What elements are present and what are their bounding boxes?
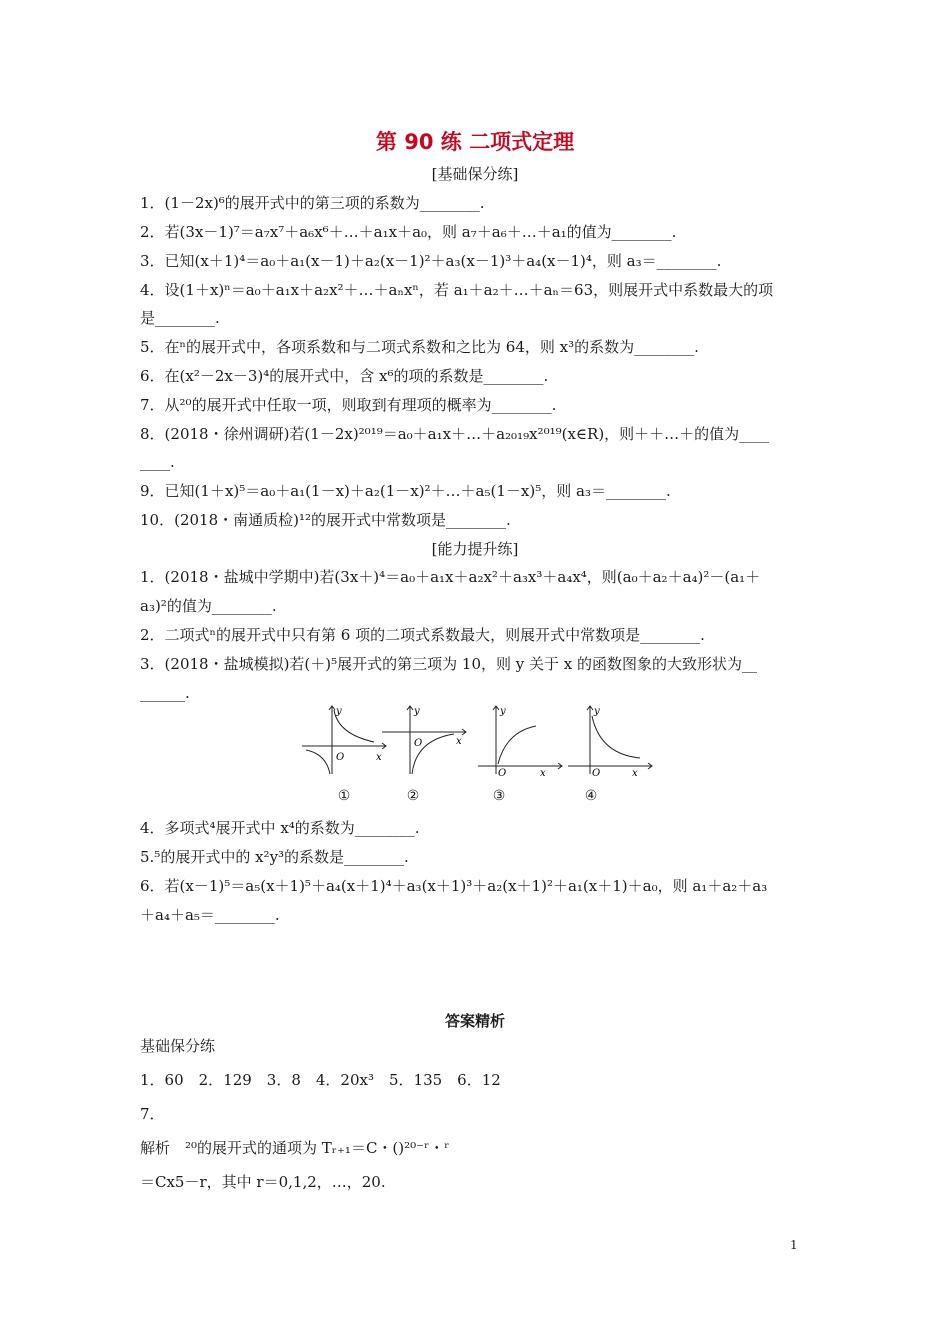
basic-line-8: 8．(2018・徐州调研)若(1－2x)²⁰¹⁹＝a₀＋a₁x＋…＋a₂₀₁₉x²⁰¹⁹(x∈R)，则＋＋…＋的值为____ — [140, 425, 770, 443]
page-title: 第 90 练 二项式定理 — [375, 130, 575, 154]
figure-label-3: ③ — [492, 788, 506, 804]
graph-figure-2 — [380, 704, 468, 776]
answer-line-3: 解析 ²⁰的展开式的通项为 Tᵣ₊₁＝C・()²⁰⁻ʳ・ʳ — [140, 1139, 450, 1157]
figure-label-2: ② — [406, 788, 420, 804]
basic-line-6: 6．在(x²－2x－3)⁴的展开式中，含 x⁶的项的系数是________. — [140, 367, 549, 385]
answer-section-label: 基础保分练 — [140, 1037, 216, 1055]
basic-line-5: 5．在ⁿ的展开式中，各项系数和与二项式系数和之比为 64，则 x³的系数为________. — [140, 338, 699, 356]
axis-x-label: x — [456, 736, 462, 747]
basic-line-2: 2．若(3x－1)⁷＝a₇x⁷＋a₆x⁶＋…＋a₁x＋a₀，则 a₇＋a₆＋…＋a₁的值为________. — [140, 223, 677, 241]
answer-line-1: 1．60 2．129 3．8 4．20x³ 5．135 6．12 — [140, 1071, 501, 1089]
axis-x-label: x — [540, 768, 546, 776]
axis-o-label: O — [498, 768, 507, 776]
section-advanced-header: [能力提升练] — [431, 540, 519, 558]
axis-o-label: O — [414, 738, 423, 749]
page-number: 1 — [790, 1238, 798, 1252]
basic-line-4: 4．设(1＋x)ⁿ＝a₀＋a₁x＋a₂x²＋…＋aₙxⁿ，若 a₁＋a₂＋…＋aₙ＝63，则展开式中系数最大的项 — [140, 281, 774, 299]
axis-x-label: x — [376, 752, 382, 763]
advanced-line-1: 1．(2018・盐城中学期中)若(3x＋)⁴＝a₀＋a₁x＋a₂x²＋a₃x³＋a₄x⁴，则(a₀＋a₂＋a₄)²－(a₁＋ — [140, 568, 761, 586]
axis-y-label: y — [336, 706, 342, 717]
advanced-line-3: 3．(2018・盐城模拟)若(＋)⁵展开式的第三项为 10，则 y 关于 x 的函数图象的大致形状为__ — [140, 655, 758, 673]
basic-line-1: 1．(1－2x)⁶的展开式中的第三项的系数为________. — [140, 194, 485, 212]
basic-line-3: 3．已知(x＋1)⁴＝a₀＋a₁(x－1)＋a₂(x－1)²＋a₃(x－1)³＋a₄(x－1)⁴，则 a₃＝________. — [140, 252, 722, 270]
graph-figure-4 — [566, 704, 654, 776]
advanced-line-6: 6．若(x－1)⁵＝a₅(x＋1)⁵＋a₄(x＋1)⁴＋a₃(x＋1)³＋a₂(x＋1)²＋a₁(x＋1)＋a₀，则 a₁＋a₂＋a₃ — [140, 877, 768, 895]
advanced-line-3b: ______. — [140, 684, 190, 702]
basic-line-10: 10．(2018・南通质检)¹²的展开式中常数项是________. — [140, 511, 511, 529]
graph-figure-3 — [476, 704, 564, 776]
answer-line-2: 7． — [140, 1105, 165, 1123]
advanced-line-4: 4．多项式⁴展开式中 x⁴的系数为________. — [140, 819, 420, 837]
advanced-line-5: 5.⁵的展开式中的 x²y³的系数是________. — [140, 848, 409, 866]
basic-line-7: 7．从²⁰的展开式中任取一项，则取到有理项的概率为________. — [140, 396, 557, 414]
axis-y-label: y — [414, 706, 420, 717]
axis-x-label: x — [632, 768, 638, 776]
section-basic-header: [基础保分练] — [431, 165, 519, 183]
graph-figure-1 — [300, 704, 388, 776]
advanced-line-2: 2．二项式ⁿ的展开式中只有第 6 项的二项式系数最大，则展开式中常数项是________. — [140, 626, 705, 644]
advanced-line-6b: ＋a₄＋a₅＝________. — [140, 906, 280, 924]
figure-label-4: ④ — [584, 788, 598, 804]
axis-o-label: O — [336, 752, 345, 763]
axis-y-label: y — [594, 706, 600, 717]
axis-y-label: y — [500, 706, 506, 717]
answer-title: 答案精析 — [444, 1012, 505, 1030]
basic-line-4b: 是________. — [140, 309, 220, 327]
answer-line-4: ＝Cx5－r，其中 r＝0,1,2，…，20. — [140, 1173, 386, 1191]
basic-line-9: 9．已知(1＋x)⁵＝a₀＋a₁(1－x)＋a₂(1－x)²＋…＋a₅(1－x)⁵，则 a₃＝________. — [140, 482, 671, 500]
axis-o-label: O — [592, 768, 601, 776]
figure-label-1: ① — [337, 788, 351, 804]
basic-line-8b: ____. — [140, 453, 175, 471]
advanced-line-1b: a₃)²的值为________. — [140, 597, 277, 615]
